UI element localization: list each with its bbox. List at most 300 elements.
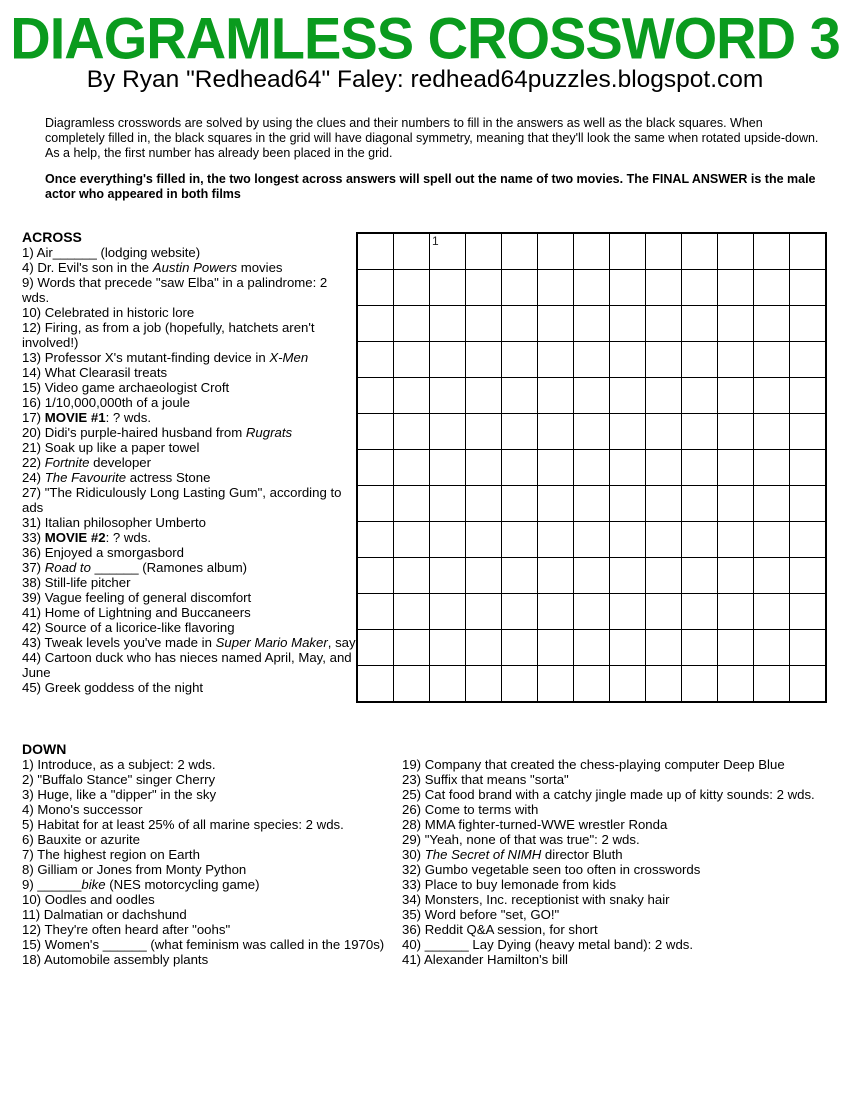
grid-cell[interactable] [718,594,753,629]
clue-text: Mono's successor [37,802,143,817]
grid-cell[interactable] [682,630,717,665]
down-clue-30 [402,847,834,862]
grid-cell[interactable] [610,306,645,341]
grid-cell[interactable] [610,234,645,269]
clue-number: 26) [402,802,425,817]
clue-text: Reddit Q&A session, for short [424,922,598,937]
grid-cell[interactable] [574,378,609,413]
clue-number: 29) [402,832,425,847]
grid-cell[interactable] [466,486,501,521]
grid-cell[interactable] [646,270,681,305]
grid-cell[interactable] [466,522,501,557]
across-clue-13 [22,350,356,365]
clue-number: 21) [22,440,45,455]
grid-cell[interactable] [394,630,429,665]
grid-cell[interactable] [502,270,537,305]
down-clue-32 [402,862,834,877]
grid-cell[interactable] [430,594,465,629]
across-clue-14 [22,365,356,380]
across-clue-38 [22,575,356,590]
grid-cell[interactable] [502,486,537,521]
grid-cell[interactable] [394,486,429,521]
clue-text: Professor X's mutant-finding device in [44,350,270,365]
across-clue-39 [22,590,356,605]
grid-cell[interactable] [754,594,789,629]
clue-text: Vague feeling of general discomfort [44,590,252,605]
grid-cell[interactable] [646,630,681,665]
grid-cell[interactable] [430,558,465,593]
grid-cell[interactable] [646,558,681,593]
clue-number: 43) [22,635,45,650]
clue-text: ______ Lay Dying (heavy metal band): 2 wds. [424,937,694,952]
down-clue-10 [22,892,402,907]
grid-cell[interactable] [790,234,825,269]
grid-cell[interactable] [430,270,465,305]
grid-cell[interactable] [610,414,645,449]
grid-cell[interactable] [538,414,573,449]
down-clue-5 [22,817,402,832]
clue-text: Gilliam or Jones from Monty Python [37,862,247,877]
grid-cell[interactable] [502,630,537,665]
grid-cell[interactable] [682,450,717,485]
grid-cell[interactable] [358,522,393,557]
across-clue-21 [22,440,356,455]
byline: By Ryan "Redhead64" Faley: redhead64puzzles.blogspot.com [86,66,764,93]
grid-cell[interactable] [394,594,429,629]
grid-cell[interactable] [790,594,825,629]
grid-cell[interactable] [466,450,501,485]
across-clue-16 [22,395,356,410]
grid-cell[interactable] [718,414,753,449]
grid-cell[interactable] [430,486,465,521]
grid-cell[interactable] [502,666,537,701]
clue-text: Soak up like a paper towel [44,440,200,455]
grid-cell[interactable] [754,306,789,341]
down-clue-15 [22,937,402,952]
clue-number: 25) [402,787,425,802]
grid-cell[interactable] [682,306,717,341]
clue-text: Home of Lightning and Buccaneers [44,605,251,620]
grid-cell[interactable] [646,234,681,269]
across-clue-22 [22,455,356,470]
grid-cell[interactable] [754,342,789,377]
down-heading: DOWN [22,741,67,757]
grid-cell[interactable] [646,594,681,629]
grid-cell[interactable] [610,666,645,701]
grid-cell[interactable] [790,270,825,305]
clue-text: Dalmatian or dachshund [43,907,187,922]
clue-number: 34) [402,892,425,907]
grid-cell[interactable] [502,450,537,485]
down-section-right [402,757,834,967]
grid-cell[interactable] [466,306,501,341]
across-clue-33 [22,530,356,545]
grid-cell[interactable] [682,414,717,449]
down-clue-18 [22,952,402,967]
across-clue-43 [22,635,356,650]
grid-cell[interactable] [682,666,717,701]
grid-cell[interactable] [646,486,681,521]
grid-cell[interactable] [790,522,825,557]
clue-number: 18) [22,952,44,967]
clue-number: 1) [22,757,38,772]
grid-cell[interactable] [646,666,681,701]
down-clue-41 [402,952,834,967]
grid-cell[interactable] [466,630,501,665]
clue-text: bike [81,877,106,892]
clue-text: Rugrats [245,425,293,440]
grid-cell[interactable] [394,450,429,485]
grid-cell[interactable] [718,450,753,485]
clue-number: 4) [22,260,38,275]
grid-cell[interactable] [682,234,717,269]
grid-cell[interactable] [538,666,573,701]
clue-text: Gumbo vegetable seen too often in crosswords [424,862,701,877]
grid-cell[interactable] [502,594,537,629]
grid-cell[interactable] [646,414,681,449]
across-clues-list [22,245,356,695]
grid-cell[interactable] [682,378,717,413]
clue-number: 45) [22,680,45,695]
clue-text: : ? wds. [105,410,152,425]
grid-cell[interactable] [466,414,501,449]
across-clue-36 [22,545,356,560]
clue-text: The Favourite [44,470,127,485]
grid-cell[interactable] [610,558,645,593]
grid-cell[interactable] [718,486,753,521]
clue-text: Words that precede "saw Elba" in a palindrome: 2 wds. [22,275,328,305]
grid-cell[interactable] [430,414,465,449]
clue-number: 42) [22,620,45,635]
clue-number: 15) [22,380,45,395]
grid-cell[interactable] [430,306,465,341]
across-clue-4 [22,260,356,275]
grid-cell[interactable] [394,522,429,557]
clue-text: Austin Powers [152,260,238,275]
clue-number: 40) [402,937,425,952]
clue-text: Word before "set, GO!" [424,907,560,922]
clue-number: 13) [22,350,45,365]
grid-cell[interactable] [502,378,537,413]
grid-cell[interactable] [358,342,393,377]
clue-text: Fortnite [44,455,90,470]
grid-cell[interactable] [538,630,573,665]
clue-number: 24) [22,470,45,485]
grid-cell[interactable] [790,450,825,485]
grid-cell[interactable] [358,594,393,629]
down-clue-29 [402,832,834,847]
clue-text: Cat food brand with a catchy jingle made up of kitty sounds: 2 wds. [424,787,815,802]
clue-number: 20) [22,425,45,440]
clue-text: , say [327,635,356,650]
crossword-grid [356,232,827,703]
grid-cell[interactable] [574,306,609,341]
grid-cell[interactable] [754,450,789,485]
grid-cell[interactable] [466,666,501,701]
grid-cell[interactable] [646,378,681,413]
clue-text: ______ (Ramones album) [94,560,248,575]
clue-text: Tweak levels you've made in [44,635,216,650]
across-clue-20 [22,425,356,440]
grid-cell[interactable] [502,522,537,557]
clue-text: (NES motorcycling game) [105,877,260,892]
grid-cell[interactable] [538,450,573,485]
grid-cell[interactable] [574,522,609,557]
grid-cell[interactable] [430,630,465,665]
grid-cell[interactable] [358,306,393,341]
clue-number: 41) [402,952,424,967]
clue-text: Didi's purple-haired husband from [44,425,246,440]
grid-cell[interactable] [358,414,393,449]
grid-cell[interactable] [502,342,537,377]
across-clue-37 [22,560,356,575]
grid-cell[interactable] [538,342,573,377]
grid-cell[interactable] [574,486,609,521]
clue-number: 11) [22,907,44,922]
grid-cell[interactable] [718,522,753,557]
grid-cell[interactable] [718,666,753,701]
grid-cell[interactable] [574,234,609,269]
grid-cell[interactable] [682,486,717,521]
grid-cell[interactable] [574,558,609,593]
grid-cell[interactable] [466,558,501,593]
clue-number: 38) [22,575,45,590]
clue-text: Super Mario Maker [215,635,328,650]
grid-cell[interactable] [610,378,645,413]
grid-cell[interactable] [754,378,789,413]
grid-cell[interactable] [610,630,645,665]
down-section-left [22,742,402,967]
grid-cell[interactable] [394,558,429,593]
grid-cell[interactable] [574,666,609,701]
grid-cell[interactable] [790,414,825,449]
clue-number: 9) [22,877,38,892]
grid-cell[interactable] [682,342,717,377]
across-clue-27 [22,485,356,515]
grid-cell[interactable] [538,594,573,629]
grid-cell[interactable] [754,522,789,557]
grid-cell[interactable] [430,342,465,377]
down-clue-40 [402,937,834,952]
grid-cell[interactable] [574,630,609,665]
clue-text: MOVIE #2 [44,530,106,545]
grid-cell[interactable] [754,270,789,305]
clue-number: 22) [22,455,45,470]
clue-text: director Bluth [541,847,623,862]
clue-number: 3) [22,787,38,802]
grid-cell[interactable] [466,594,501,629]
grid-cell[interactable] [394,270,429,305]
clue-number: 16) [22,395,45,410]
clue-number: 7) [22,847,38,862]
grid-cell[interactable] [358,486,393,521]
clue-text: Oodles and oodles [44,892,155,907]
grid-cell[interactable] [790,630,825,665]
grid-cell[interactable] [718,306,753,341]
clue-number: 41) [22,605,45,620]
grid-cell[interactable] [574,342,609,377]
grid-cell[interactable] [790,486,825,521]
grid-cell[interactable] [538,270,573,305]
down-clue-6 [22,832,402,847]
grid-cell[interactable] [754,666,789,701]
grid-cell[interactable] [358,270,393,305]
clue-number: 12) [22,922,45,937]
grid-cell[interactable] [502,558,537,593]
grid-cell[interactable] [790,666,825,701]
grid-cell[interactable] [754,630,789,665]
clue-text: Road to [44,560,95,575]
grid-cell[interactable] [682,594,717,629]
grid-cell[interactable] [538,378,573,413]
grid-cell[interactable] [790,306,825,341]
grid-cell[interactable] [430,234,465,269]
grid-cell[interactable] [358,666,393,701]
clue-text: Huge, like a "dipper" in the sky [37,787,217,802]
clue-text: Introduce, as a subject: 2 wds. [37,757,216,772]
clue-text: Video game archaeologist Croft [44,380,230,395]
grid-cell[interactable] [718,378,753,413]
grid-cell[interactable] [754,414,789,449]
clue-text: : ? wds. [105,530,152,545]
grid-cell[interactable] [718,342,753,377]
grid-cell[interactable] [538,306,573,341]
grid-cell[interactable] [610,594,645,629]
clue-number: 6) [22,832,38,847]
across-section [22,230,356,695]
grid-cell[interactable] [718,270,753,305]
grid-cell[interactable] [394,414,429,449]
across-clue-15 [22,380,356,395]
grid-cell[interactable] [430,450,465,485]
clue-text: Habitat for at least 25% of all marine species: 2 wds. [37,817,344,832]
grid-cell[interactable] [646,342,681,377]
grid-cell[interactable] [466,234,501,269]
grid-cell[interactable] [610,486,645,521]
grid-cell[interactable] [502,306,537,341]
clue-number: 14) [22,365,45,380]
clue-text: Cartoon duck who has nieces named April, May, and June [22,650,352,680]
grid-cell[interactable] [358,378,393,413]
grid-cell[interactable] [754,558,789,593]
grid-cell[interactable] [682,558,717,593]
grid-cell[interactable] [790,378,825,413]
grid-cell[interactable] [718,234,753,269]
grid-cell[interactable] [574,450,609,485]
clue-number: 9) [22,275,38,290]
clue-number: 17) [22,410,45,425]
down-clue-19 [402,757,834,772]
clue-text: Still-life pitcher [44,575,131,590]
clue-number: 33) [22,530,45,545]
clue-number: 36) [22,545,45,560]
grid-cell[interactable] [394,306,429,341]
page-title: DIAGRAMLESS CROSSWORD 3 [10,5,840,72]
down-clues-list-left [22,757,402,967]
grid-cell[interactable] [358,450,393,485]
grid-cell[interactable] [610,342,645,377]
grid-cell[interactable] [574,270,609,305]
grid-cell[interactable] [538,558,573,593]
clue-number: 32) [402,862,425,877]
grid-cell[interactable] [682,522,717,557]
clue-text: Celebrated in historic lore [44,305,195,320]
clue-number: 37) [22,560,45,575]
down-clue-7 [22,847,402,862]
across-clue-24 [22,470,356,485]
grid-cell[interactable] [430,522,465,557]
grid-cell[interactable] [538,486,573,521]
grid-cell[interactable] [466,342,501,377]
grid-cell[interactable] [538,522,573,557]
grid-cell[interactable] [646,306,681,341]
grid-cell[interactable] [394,378,429,413]
grid-cell[interactable] [358,630,393,665]
across-clue-9 [22,275,356,305]
grid-cell[interactable] [502,234,537,269]
grid-cell[interactable] [430,666,465,701]
grid-cell[interactable] [394,666,429,701]
down-clue-1 [22,757,402,772]
across-clue-44 [22,650,356,680]
grid-cell[interactable] [754,486,789,521]
clue-number: 36) [402,922,425,937]
grid-cell[interactable] [466,270,501,305]
grid-cell[interactable] [538,234,573,269]
grid-cell[interactable] [646,450,681,485]
down-clue-26 [402,802,834,817]
clue-number: 44) [22,650,45,665]
clue-number: 35) [402,907,425,922]
down-clue-28 [402,817,834,832]
grid-cell[interactable] [610,450,645,485]
across-clue-31 [22,515,356,530]
grid-cell[interactable] [358,234,393,269]
clue-text: X-Men [269,350,309,365]
grid-cell[interactable] [754,234,789,269]
down-clue-12 [22,922,402,937]
clue-text: "Yeah, none of that was true": 2 wds. [424,832,640,847]
clue-number: 19) [402,757,425,772]
grid-cell[interactable] [394,234,429,269]
grid-cell[interactable] [718,630,753,665]
grid-cell[interactable] [646,522,681,557]
grid-cell[interactable] [574,594,609,629]
grid-cell[interactable] [790,558,825,593]
grid-cell[interactable] [790,342,825,377]
clue-text: Source of a licorice-like flavoring [44,620,235,635]
down-clue-33 [402,877,834,892]
grid-cell[interactable] [394,342,429,377]
grid-cell[interactable] [466,378,501,413]
grid-cell[interactable] [574,414,609,449]
grid-cell[interactable] [358,558,393,593]
grid-cell[interactable] [610,270,645,305]
grid-cell[interactable] [610,522,645,557]
grid-cell[interactable] [502,414,537,449]
instructions-paragraph: Diagramless crosswords are solved by using the clues and their numbers to fill in the answers as well as the black squares. When completely filled in, the black squares in the grid will have diagonal symmetry, meaning that they'll look the same when rotated upside-down. As a help, the first number has already been placed in the grid. [45,116,819,160]
grid-cell[interactable] [718,558,753,593]
clue-text: They're often heard after "oohs" [44,922,231,937]
grid-cell[interactable] [430,378,465,413]
down-clue-36 [402,922,834,937]
grid-cell[interactable] [682,270,717,305]
across-heading: ACROSS [22,229,82,245]
across-clue-12 [22,320,356,350]
down-clue-34 [402,892,834,907]
clue-text: actress Stone [126,470,211,485]
clue-number: 10) [22,892,45,907]
